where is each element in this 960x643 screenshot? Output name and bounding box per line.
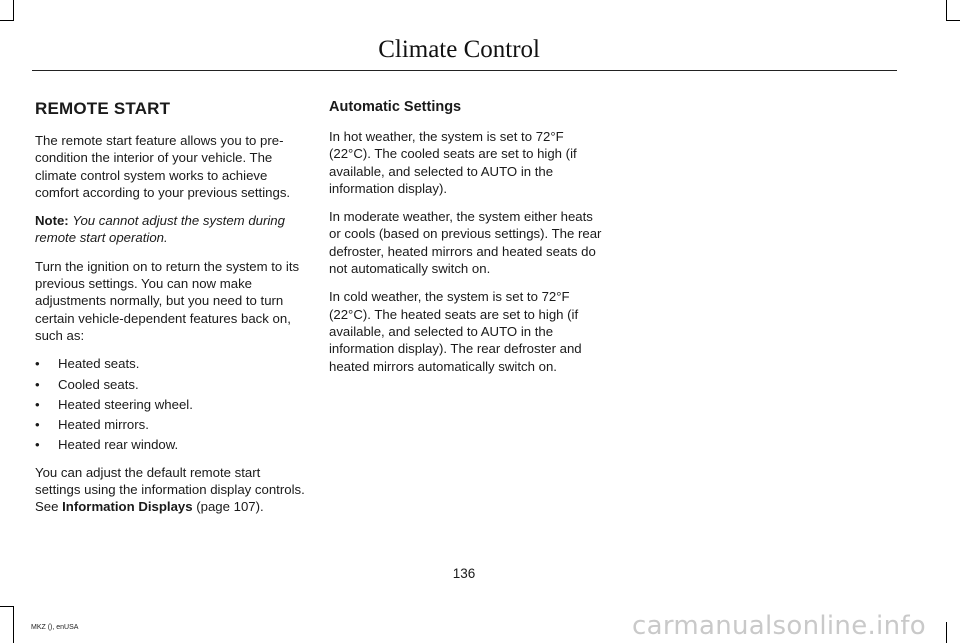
feature-list	[35, 355, 307, 453]
ignition-paragraph: Turn the ignition on to return the system to its previous settings. You can now make adjustments normally, but you need to turn certain vehicle-dependent features back on, such as:	[35, 258, 300, 343]
crop-mark-bottom-left-v	[13, 606, 14, 643]
page-header	[0, 36, 928, 64]
doc-code: MKZ (), enUSA	[31, 624, 79, 631]
list-item: • Heated seats.	[35, 355, 307, 372]
left-column	[35, 98, 307, 527]
right-column	[329, 98, 604, 386]
cold-weather-paragraph: In cold weather, the system is set to 72°F (22°C). The heated seats are set to high (if available, and selected to AUTO in the information display). The rear defroster and heated mirrors automatically switch on.	[329, 289, 582, 374]
watermark: carmanualsonline.info	[632, 611, 927, 641]
list-item: • Cooled seats.	[35, 376, 307, 393]
header-rule	[32, 70, 897, 71]
crop-mark-top-right-v	[946, 0, 947, 20]
settings-text: You can adjust the default remote start settings using the information display controls. See	[35, 464, 305, 515]
hot-weather-paragraph: In hot weather, the system is set to 72°F (22°C). The cooled seats are set to high (if available, and selected to AUTO in the information display).	[329, 129, 577, 196]
crop-mark-bottom-left-h	[0, 606, 14, 607]
list-item: • Heated rear window.	[35, 436, 307, 453]
crop-mark-bottom-right-v	[946, 622, 947, 643]
note-label: Note:	[35, 213, 69, 229]
information-displays-link[interactable]: Information Displays	[62, 499, 193, 515]
list-item: • Heated mirrors.	[35, 416, 307, 433]
settings-paragraph	[35, 464, 307, 516]
crop-mark-top-right-h	[946, 20, 960, 21]
subsection-heading: Automatic Settings	[329, 99, 462, 115]
crop-mark-top-left-h	[0, 20, 14, 21]
page-number: 136	[452, 566, 476, 581]
intro-paragraph: The remote start feature allows you to pre-condition the interior of your vehicle. The climate control system works to achieve comfort according to your previous settings.	[35, 133, 291, 200]
list-item: • Heated steering wheel.	[35, 396, 307, 413]
note-paragraph	[35, 212, 307, 247]
note-text: You cannot adjust the system during remote start operation.	[35, 213, 285, 246]
header-title: Climate Control	[378, 36, 540, 63]
page-reference: (page 107).	[192, 499, 264, 515]
section-heading: REMOTE START	[35, 99, 171, 118]
moderate-weather-paragraph: In moderate weather, the system either heats or cools (based on previous settings). The rear defroster, heated mirrors and heated seats do not automatically switch on.	[329, 209, 602, 277]
crop-mark-top-left-v	[13, 0, 14, 20]
